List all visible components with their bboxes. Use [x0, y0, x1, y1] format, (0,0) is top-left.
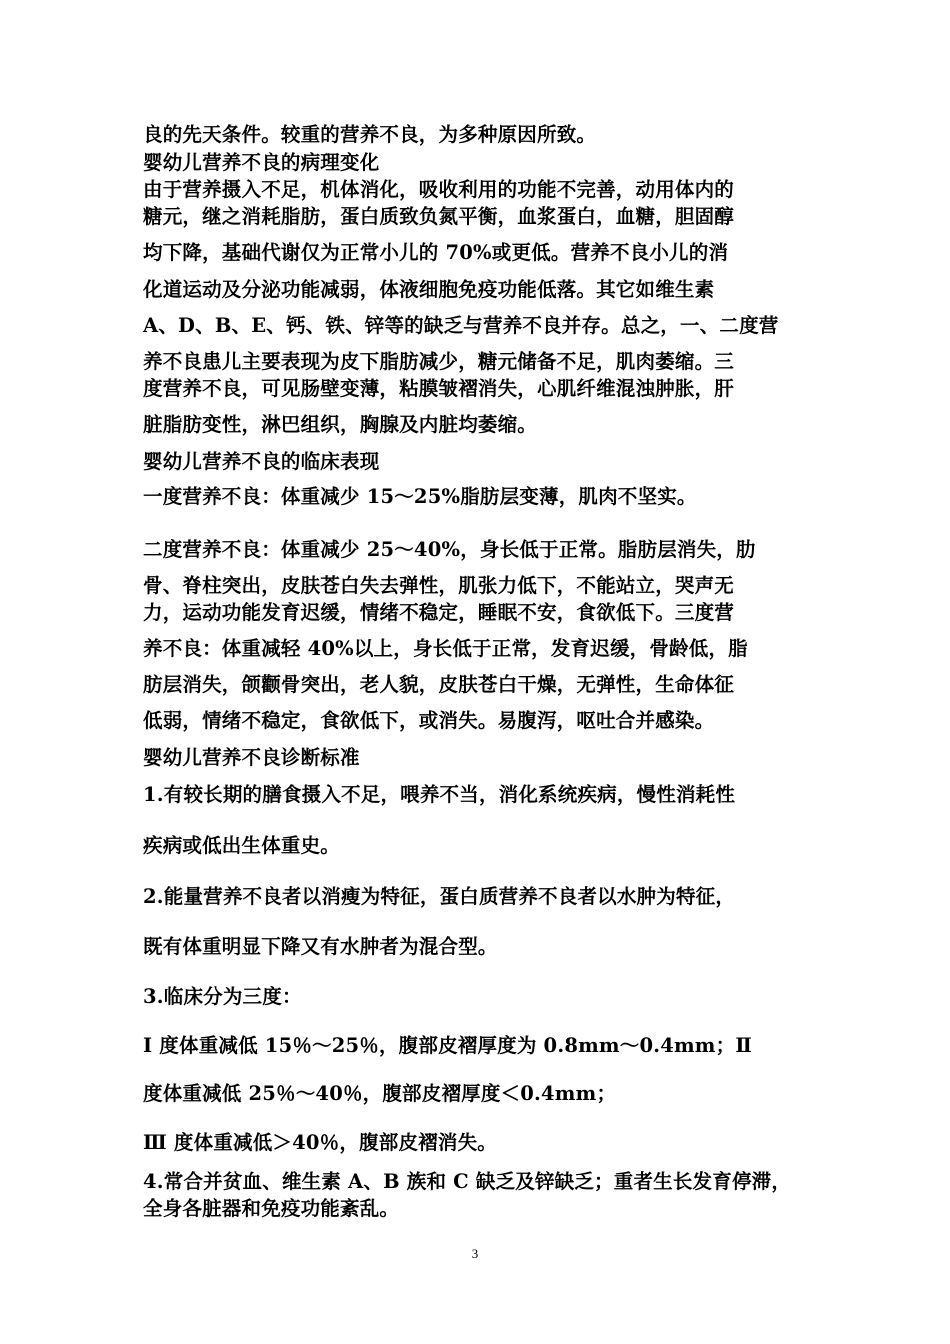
section-heading: 婴幼儿营养不良的病理变化 — [143, 151, 380, 174]
text-line: 肪层消失，颌颧骨突出，老人貌，皮肤苍白干燥，无弹性，生命体征 — [143, 673, 735, 696]
list-item: 3.临床分为三度： — [143, 985, 302, 1008]
sub-item: Ⅰ 度体重减低 15％～25％，腹部皮褶厚度为 0.8mm～0.4mm；Ⅱ — [143, 1034, 752, 1057]
text-line: 养不良：体重减轻 40%以上，身长低于正常，发育迟缓，骨龄低，脂 — [143, 637, 748, 660]
text-line: 糖元，继之消耗脂肪，蛋白质致负氮平衡，血浆蛋白，血糖，胆固醇 — [143, 205, 735, 228]
text-line: 度营养不良，可见肠壁变薄，粘膜皱褶消失，心肌纤维混浊肿胀，肝 — [143, 377, 735, 400]
text-line: 良的先天条件。较重的营养不良，为多种原因所致。 — [143, 123, 597, 146]
text-line: 力，运动功能发育迟缓，情绪不稳定，睡眠不安，食欲低下。三度营 — [143, 601, 735, 624]
text-line: 一度营养不良：体重减少 15～25%脂肪层变薄，肌肉不坚实。 — [143, 485, 697, 508]
list-item-continuation: 既有体重明显下降又有水肿者为混合型。 — [143, 935, 498, 958]
sub-item: Ⅲ 度体重减低＞40％，腹部皮褶消失。 — [143, 1131, 497, 1154]
section-heading: 婴幼儿营养不良的临床表现 — [143, 450, 380, 473]
page-number: 3 — [471, 1246, 479, 1261]
sub-item-continuation: 度体重减低 25％～40％，腹部皮褶厚度＜0.4mm； — [143, 1082, 617, 1105]
text-line: 二度营养不良：体重减少 25～40%，身长低于正常。脂肪层消失，肋 — [143, 538, 756, 561]
text-line: 养不良患儿主要表现为皮下脂肪减少，糖元储备不足，肌肉萎缩。三 — [143, 350, 735, 373]
list-item: 2.能量营养不良者以消瘦为特征，蛋白质营养不良者以水肿为特征， — [143, 885, 736, 908]
text-line: 脏脂肪变性，淋巴组织，胸腺及内脏均萎缩。 — [143, 413, 538, 436]
text-line: 化道运动及分泌功能减弱，体液细胞免疫功能低落。其它如维生素 — [143, 278, 715, 301]
list-item-continuation: 疾病或低出生体重史。 — [143, 834, 341, 857]
text-line: 由于营养摄入不足，机体消化，吸收利用的功能不完善，动用体内的 — [143, 178, 735, 201]
list-item: 1.有较长期的膳食摄入不足，喂养不当，消化系统疾病，慢性消耗性 — [143, 783, 736, 806]
list-item-continuation: 全身各脏器和免疫功能紊乱。 — [143, 1197, 400, 1220]
text-line: A、D、B、E、钙、铁、锌等的缺乏与营养不良并存。总之，一、二度营 — [143, 314, 779, 337]
text-line: 低弱，情绪不稳定，食欲低下，或消失。易腹泻，呕吐合并感染。 — [143, 709, 715, 732]
list-item: 4.常合并贫血、维生素 A、B 族和 C 缺乏及锌缺乏；重者生长发育停滞， — [143, 1170, 792, 1193]
section-heading: 婴幼儿营养不良诊断标准 — [143, 746, 360, 769]
text-line: 骨、脊柱突出，皮肤苍白失去弹性，肌张力低下，不能站立，哭声无 — [143, 574, 735, 597]
text-line: 均下降，基础代谢仅为正常小儿的 70%或更低。营养不良小儿的消 — [143, 241, 729, 264]
